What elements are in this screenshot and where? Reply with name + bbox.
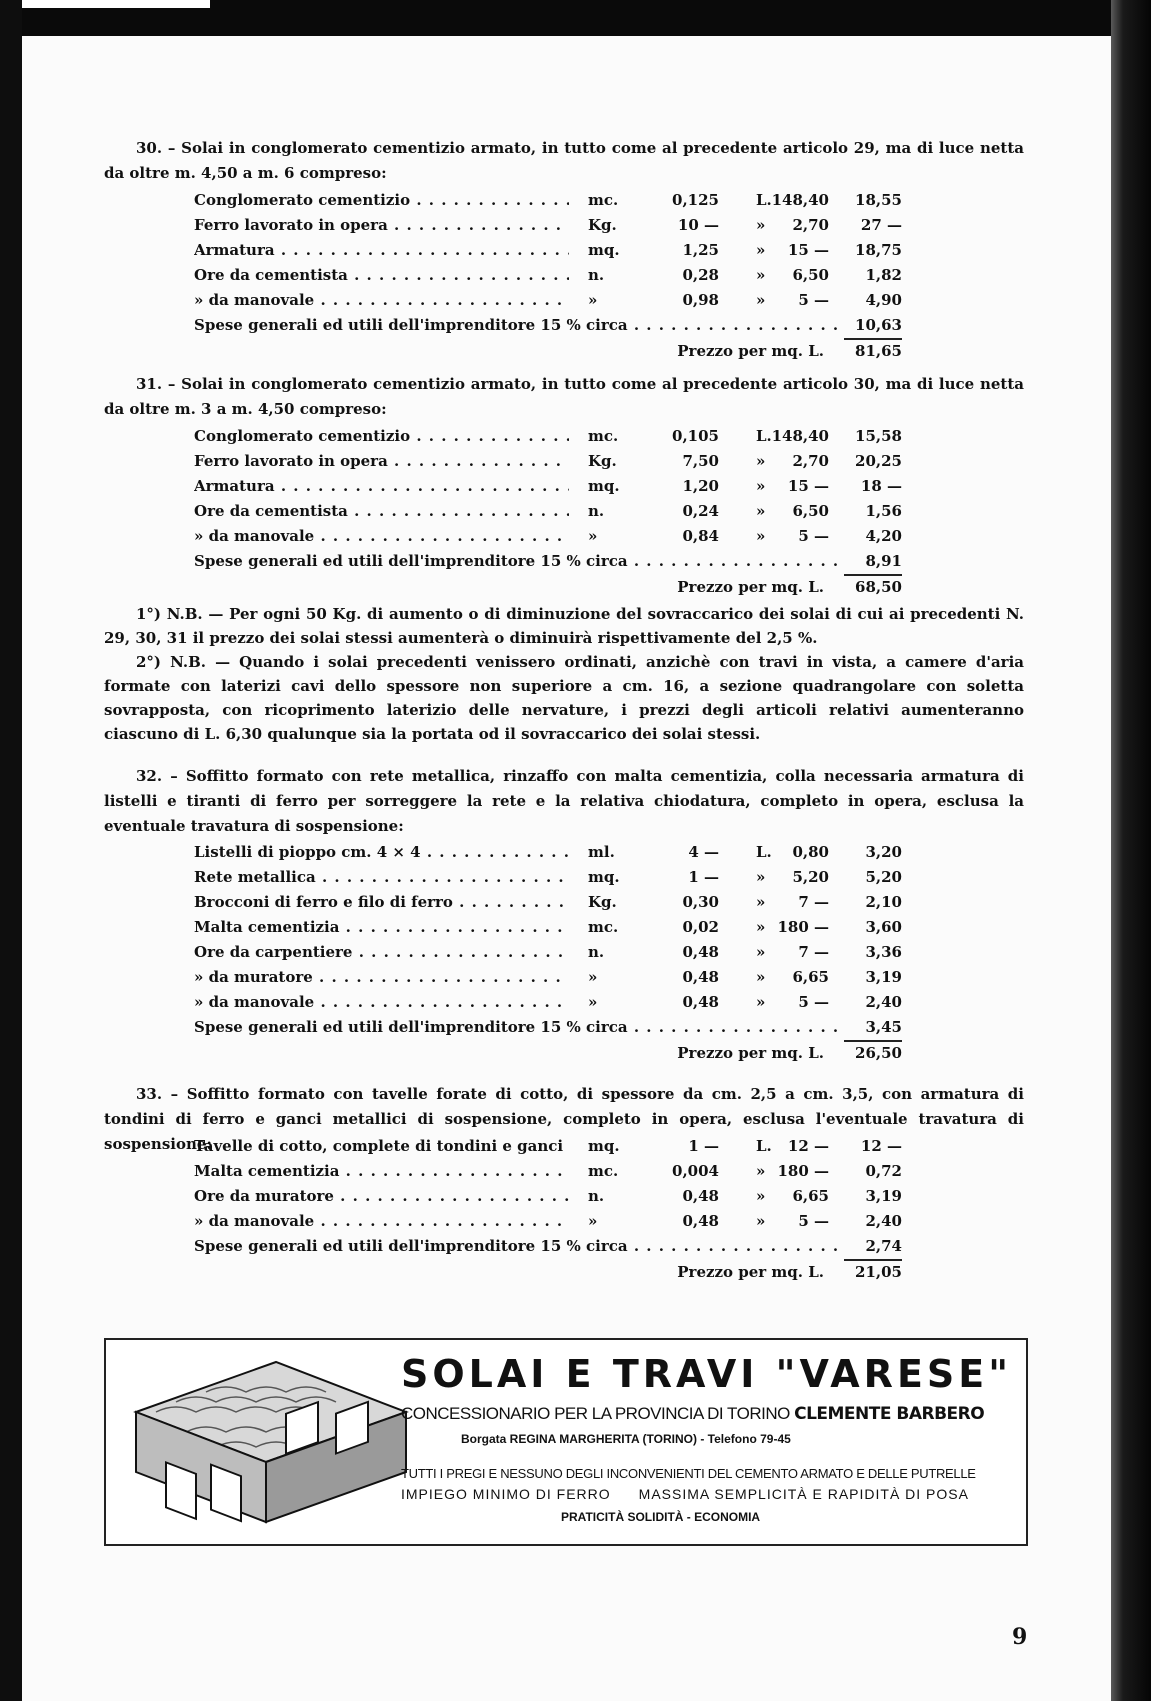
cell-unit: mc.: [588, 191, 619, 209]
overhead-label: Spese generali ed utili dell'imprenditore 15 % circa . . .: [194, 1234, 844, 1259]
cell-amt: 3,60: [865, 918, 902, 936]
article-31-table: [194, 424, 934, 601]
cell-qty: 0,48: [682, 1212, 719, 1230]
page: [22, 36, 1111, 1701]
cell-qty: 0,004: [672, 1162, 719, 1180]
cell-rate: 15 —: [787, 477, 829, 495]
cell-label: Ore da carpentiere . . .: [194, 940, 569, 965]
total-value: 81,65: [855, 342, 902, 360]
overhead-label: Spese generali ed utili dell'imprenditore 15 % circa . . .: [194, 549, 844, 574]
overhead-amount: 3,45: [844, 1015, 902, 1042]
cell-unit: »: [588, 993, 598, 1011]
total-row: [194, 574, 934, 601]
cell-amt: 18 —: [860, 477, 902, 495]
cell-amt: 2,40: [865, 1212, 902, 1230]
cell-label: Conglomerato cementizio . . .: [194, 424, 569, 449]
cell-rate: 0,80: [792, 843, 829, 861]
overhead-amount: 8,91: [844, 549, 902, 576]
cell-label: Brocconi di ferro e filo di ferro . . .: [194, 890, 569, 915]
cell-qty: 1,20: [682, 477, 719, 495]
cell-rate: 5 —: [798, 527, 829, 545]
cell-pfx: »: [756, 241, 766, 259]
ad-title: SOLAI E TRAVI "VARESE": [401, 1352, 1013, 1396]
scan-border-top: [0, 0, 1151, 36]
cell-unit: mq.: [588, 868, 620, 886]
ad-features: IMPIEGO MINIMO DI FERRO MASSIMA SEMPLICITÀ E RAPIDITÀ DI POSA: [401, 1486, 969, 1502]
cell-amt: 15,58: [855, 427, 902, 445]
total-row: [194, 1259, 934, 1286]
cell-unit: n.: [588, 502, 605, 520]
cell-unit: ml.: [588, 843, 615, 861]
cell-label: Conglomerato cementizio . . .: [194, 188, 569, 213]
cell-amt: 5,20: [865, 868, 902, 886]
cell-label: Malta cementizia . . .: [194, 915, 569, 940]
table-row: [194, 424, 934, 449]
table-row: [194, 940, 934, 965]
cell-label: Listelli di pioppo cm. 4 × 4 . . .: [194, 840, 569, 865]
cell-qty: 1 —: [688, 1137, 719, 1155]
cell-amt: 1,56: [865, 502, 902, 520]
cell-amt: 4,20: [865, 527, 902, 545]
cell-pfx: »: [756, 1162, 766, 1180]
cell-amt: 18,55: [855, 191, 902, 209]
table-row: [194, 288, 934, 313]
cell-unit: mq.: [588, 241, 620, 259]
overhead-row: [194, 1234, 934, 1259]
cell-qty: 1 —: [688, 868, 719, 886]
total-row: [194, 338, 934, 365]
cell-pfx: »: [756, 452, 766, 470]
total-label: Prezzo per mq. L.: [677, 1044, 824, 1062]
cell-unit: mc.: [588, 918, 619, 936]
cell-unit: Kg.: [588, 893, 617, 911]
cell-amt: 2,40: [865, 993, 902, 1011]
ad-concessionaire: CONCESSIONARIO PER LA PROVINCIA DI TORINO CLEMENTE BARBERO: [401, 1404, 985, 1424]
cell-pfx: »: [756, 291, 766, 309]
table-row: [194, 238, 934, 263]
cell-rate: 5,20: [792, 868, 829, 886]
cell-amt: 4,90: [865, 291, 902, 309]
cell-unit: Kg.: [588, 216, 617, 234]
cell-label: » da manovale . . .: [194, 990, 569, 1015]
floor-slab-illustration: [126, 1352, 416, 1532]
article-33-table: [194, 1134, 934, 1286]
cell-qty: 0,48: [682, 1187, 719, 1205]
scan-border-left: [0, 0, 22, 1701]
cell-rate: 7 —: [798, 893, 829, 911]
article-32-text: 32. – Soffitto formato con rete metallica, rinzaffo con malta cementizia, colla necessaria armatura di listelli e tiranti di ferro per sorreggere la rete e la relativa chiodatura, completo in opera, esclusa la eventuale travatura di sospensione:: [104, 767, 1024, 835]
table-row: [194, 188, 934, 213]
total-value: 26,50: [855, 1044, 902, 1062]
overhead-label: Spese generali ed utili dell'imprenditore 15 % circa . . .: [194, 1015, 844, 1040]
cell-label: Ferro lavorato in opera . . .: [194, 449, 569, 474]
table-row: [194, 890, 934, 915]
cell-pfx: »: [756, 477, 766, 495]
cell-amt: 18,75: [855, 241, 902, 259]
cell-amt: 1,82: [865, 266, 902, 284]
cell-rate: 148,40: [771, 191, 829, 209]
cell-rate: 148,40: [771, 427, 829, 445]
cell-qty: 0,48: [682, 968, 719, 986]
cell-rate: 6,65: [792, 1187, 829, 1205]
table-row: [194, 524, 934, 549]
cell-rate: 180 —: [777, 1162, 829, 1180]
cell-qty: 4 —: [688, 843, 719, 861]
cell-label: Armatura . . .: [194, 238, 569, 263]
total-value: 21,05: [855, 1263, 902, 1281]
cell-unit: n.: [588, 266, 605, 284]
cell-amt: 3,20: [865, 843, 902, 861]
cell-label: » da muratore . . .: [194, 965, 569, 990]
table-row: [194, 840, 934, 865]
note-2: 2°) N.B. — Quando i solai precedenti venissero ordinati, anzichè con travi in vista, a camere d'aria formate con laterizi cavi dello spessore non superiore a cm. 16, a sezione quadrangolare con soletta sovrapposta, con ricoprimento laterizio delle nervature, i prezzi degli articoli relativi aumenteranno ciascuno di L. 6,30 qualunque sia la portata od il sovraccarico dei solai stessi.: [104, 653, 1024, 743]
cell-amt: 3,36: [865, 943, 902, 961]
overhead-label: Spese generali ed utili dell'imprenditore 15 % circa . . .: [194, 313, 844, 338]
cell-amt: 20,25: [855, 452, 902, 470]
cell-unit: »: [588, 968, 598, 986]
article-30-table: [194, 188, 934, 365]
cell-pfx: L.: [756, 1137, 772, 1155]
cell-qty: 0,24: [682, 502, 719, 520]
cell-rate: 12 —: [787, 1137, 829, 1155]
total-row: [194, 1040, 934, 1067]
cell-qty: 1,25: [682, 241, 719, 259]
cell-label: Ore da cementista . . .: [194, 263, 569, 288]
cell-amt: 12 —: [860, 1137, 902, 1155]
cell-label: Malta cementizia . . .: [194, 1159, 569, 1184]
cell-pfx: »: [756, 968, 766, 986]
cell-qty: 7,50: [682, 452, 719, 470]
table-row: [194, 1159, 934, 1184]
table-row: [194, 213, 934, 238]
table-row: [194, 474, 934, 499]
cell-unit: n.: [588, 943, 605, 961]
cell-rate: 6,65: [792, 968, 829, 986]
cell-amt: 3,19: [865, 1187, 902, 1205]
ad-qualities: PRATICITÀ SOLIDITÀ - ECONOMIA: [561, 1510, 761, 1524]
advertisement-box: [104, 1338, 1028, 1546]
cell-rate: 5 —: [798, 291, 829, 309]
cell-label: Ferro lavorato in opera . . .: [194, 213, 569, 238]
total-label: Prezzo per mq. L.: [677, 342, 824, 360]
overhead-amount: 2,74: [844, 1234, 902, 1261]
cell-pfx: »: [756, 893, 766, 911]
article-30-text: 30. – Solai in conglomerato cementizio armato, in tutto come al precedente articolo 29, ma di luce netta da oltre m. 4,50 a m. 6 compreso:: [104, 139, 1024, 182]
cell-rate: 5 —: [798, 1212, 829, 1230]
cell-unit: »: [588, 1212, 598, 1230]
table-row: [194, 1184, 934, 1209]
cell-qty: 0,02: [682, 918, 719, 936]
cell-amt: 0,72: [865, 1162, 902, 1180]
note-1: 1°) N.B. — Per ogni 50 Kg. di aumento o di diminuzione del sovraccarico dei solai di cui ai precedenti N. 29, 30, 31 il prezzo dei solai stessi aumenterà o diminuirà rispettivamente del 2,5 %.: [104, 605, 1024, 647]
cell-unit: mc.: [588, 1162, 619, 1180]
cell-pfx: »: [756, 993, 766, 1011]
cell-rate: 7 —: [798, 943, 829, 961]
article-33-text: 33. – Soffitto formato con tavelle forate di cotto, di spessore da cm. 2,5 a cm. 3,5, con armatura di tondini di ferro e ganci metallici di sospensione, completo in opera, esclusa l'eventuale travatura di sospensione:: [104, 1085, 1024, 1153]
table-row: [194, 499, 934, 524]
cell-amt: 2,10: [865, 893, 902, 911]
cell-label: » da manovale . . .: [194, 288, 569, 313]
table-row: [194, 1209, 934, 1234]
cell-qty: 10 —: [677, 216, 719, 234]
cell-pfx: »: [756, 502, 766, 520]
cell-rate: 2,70: [792, 216, 829, 234]
cell-qty: 0,48: [682, 943, 719, 961]
cell-label: Rete metallica . . .: [194, 865, 569, 890]
total-value: 68,50: [855, 578, 902, 596]
table-row: [194, 965, 934, 990]
cell-pfx: »: [756, 868, 766, 886]
cell-pfx: L.: [756, 427, 772, 445]
cell-qty: 0,105: [672, 427, 719, 445]
cell-unit: mc.: [588, 427, 619, 445]
cell-pfx: »: [756, 943, 766, 961]
cell-qty: 0,125: [672, 191, 719, 209]
scan-border-right: [1111, 0, 1151, 1701]
cell-pfx: »: [756, 527, 766, 545]
overhead-row: [194, 313, 934, 338]
table-row: [194, 915, 934, 940]
page-number: 9: [1012, 1624, 1028, 1650]
cell-rate: 2,70: [792, 452, 829, 470]
ad-address: Borgata REGINA MARGHERITA (TORINO) - Telefono 79-45: [461, 1432, 791, 1446]
cell-label: Tavelle di cotto, complete di tondini e ganci . . .: [194, 1134, 569, 1159]
cell-qty: 0,48: [682, 993, 719, 1011]
cell-label: Ore da muratore . . .: [194, 1184, 569, 1209]
total-label: Prezzo per mq. L.: [677, 578, 824, 596]
cell-rate: 6,50: [792, 502, 829, 520]
cell-qty: 0,98: [682, 291, 719, 309]
cell-label: » da manovale . . .: [194, 524, 569, 549]
cell-rate: 5 —: [798, 993, 829, 1011]
cell-label: Ore da cementista . . .: [194, 499, 569, 524]
cell-unit: n.: [588, 1187, 605, 1205]
table-row: [194, 865, 934, 890]
cell-qty: 0,28: [682, 266, 719, 284]
cell-unit: mq.: [588, 477, 620, 495]
cell-rate: 15 —: [787, 241, 829, 259]
table-row: [194, 263, 934, 288]
cell-unit: »: [588, 527, 598, 545]
cell-rate: 6,50: [792, 266, 829, 284]
article-32-table: [194, 840, 934, 1067]
cell-qty: 0,84: [682, 527, 719, 545]
cell-pfx: »: [756, 266, 766, 284]
cell-label: » da manovale . . .: [194, 1209, 569, 1234]
cell-pfx: »: [756, 1187, 766, 1205]
article-31-text: 31. – Solai in conglomerato cementizio armato, in tutto come al precedente articolo 30, ma di luce netta da oltre m. 3 a m. 4,50 compreso:: [104, 375, 1024, 418]
cell-qty: 0,30: [682, 893, 719, 911]
overhead-row: [194, 1015, 934, 1040]
cell-amt: 3,19: [865, 968, 902, 986]
cell-pfx: L.: [756, 191, 772, 209]
overhead-amount: 10,63: [844, 313, 902, 340]
cell-unit: mq.: [588, 1137, 620, 1155]
cell-pfx: »: [756, 216, 766, 234]
table-row: [194, 449, 934, 474]
cell-pfx: »: [756, 1212, 766, 1230]
cell-rate: 180 —: [777, 918, 829, 936]
cell-pfx: »: [756, 918, 766, 936]
total-label: Prezzo per mq. L.: [677, 1263, 824, 1281]
table-row: [194, 990, 934, 1015]
cell-unit: »: [588, 291, 598, 309]
table-row: [194, 1134, 934, 1159]
overhead-row: [194, 549, 934, 574]
cell-unit: Kg.: [588, 452, 617, 470]
cell-label: Armatura . . .: [194, 474, 569, 499]
ad-slogan: TUTTI I PREGI E NESSUNO DEGLI INCONVENIENTI DEL CEMENTO ARMATO E DELLE PUTRELLE: [401, 1466, 976, 1481]
cell-pfx: L.: [756, 843, 772, 861]
cell-amt: 27 —: [860, 216, 902, 234]
